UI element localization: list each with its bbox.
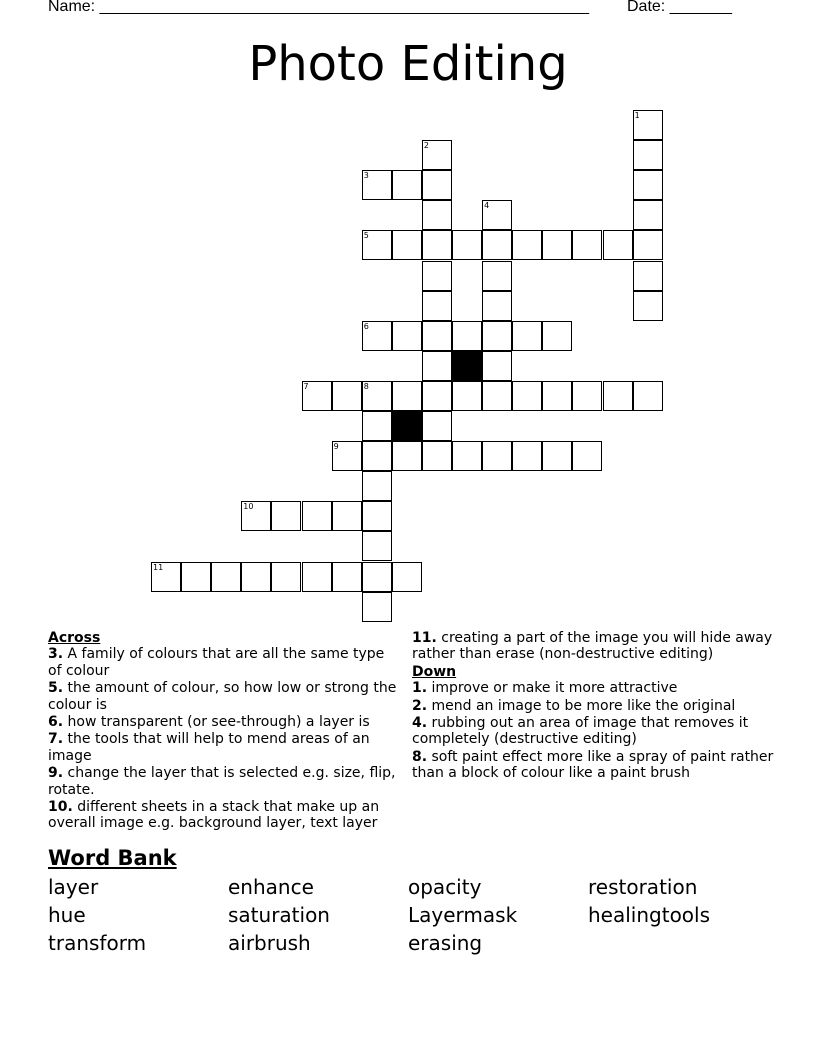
- clue-number: 10: [243, 502, 254, 512]
- word-bank-item: transform: [48, 931, 147, 955]
- grid-cell[interactable]: [362, 531, 392, 561]
- grid-cell[interactable]: [482, 351, 512, 381]
- word-bank-item: opacity: [408, 875, 482, 899]
- grid-cell[interactable]: [362, 411, 392, 441]
- grid-cell[interactable]: [362, 501, 392, 531]
- clue-column-left: [48, 630, 398, 833]
- clue-number: 2: [423, 141, 429, 151]
- grid-cell[interactable]: [332, 562, 362, 592]
- grid-cell[interactable]: [392, 441, 422, 471]
- clue-across-6: 6. how transparent (or see-through) a layer is: [48, 714, 370, 731]
- grid-cell[interactable]: [452, 381, 482, 411]
- grid-cell[interactable]: [362, 562, 392, 592]
- grid-cell[interactable]: [452, 321, 482, 351]
- grid-cell[interactable]: [512, 381, 542, 411]
- grid-cell[interactable]: [302, 562, 332, 592]
- grid-cell[interactable]: [512, 441, 542, 471]
- grid-cell[interactable]: [633, 230, 663, 260]
- grid-cell[interactable]: [633, 261, 663, 291]
- grid-cell[interactable]: [362, 471, 392, 501]
- grid-cell[interactable]: [633, 200, 663, 230]
- clue-across-7: 7. the tools that will help to mend areas of an image: [48, 731, 370, 764]
- grid-cell[interactable]: [572, 381, 602, 411]
- down-heading: Down: [412, 663, 457, 680]
- clue-number: 11: [153, 562, 164, 572]
- grid-cell[interactable]: [482, 230, 512, 260]
- grid-cell[interactable]: [422, 321, 452, 351]
- word-bank-item: Layermask: [408, 903, 518, 927]
- clue-column-right: [412, 630, 782, 783]
- clue-number: 8: [363, 381, 369, 391]
- clue-across-3: 3. A family of colours that are all the same type of colour: [48, 646, 385, 679]
- clue-number: 3: [363, 171, 369, 181]
- word-bank-item: erasing: [408, 931, 483, 955]
- grid-cell[interactable]: [633, 170, 663, 200]
- clue-number: 9: [333, 442, 339, 452]
- grid-cell[interactable]: [422, 411, 452, 441]
- grid-cell[interactable]: [512, 230, 542, 260]
- grid-cell[interactable]: [302, 501, 332, 531]
- clue-down-2: 2. mend an image to be more like the original: [412, 697, 736, 714]
- grid-cell[interactable]: [603, 381, 633, 411]
- grid-cell[interactable]: [241, 562, 271, 592]
- clue-down-1: 1. improve or make it more attractive: [412, 680, 678, 697]
- grid-cell[interactable]: [482, 381, 512, 411]
- grid-cell[interactable]: [362, 592, 392, 622]
- clue-down-8: 8. soft paint effect more like a spray of paint rather than a block of colour like a paint brush: [412, 748, 774, 782]
- grid-cell[interactable]: [633, 381, 663, 411]
- name-field[interactable]: Name: _______________________________________________________: [48, 0, 589, 15]
- grid-cell[interactable]: [392, 230, 422, 260]
- grid-cell[interactable]: [211, 562, 241, 592]
- word-bank-item: layer: [48, 875, 99, 899]
- grid-cell[interactable]: [572, 441, 602, 471]
- grid-cell[interactable]: [392, 562, 422, 592]
- word-bank-item: restoration: [588, 875, 698, 899]
- grid-cell[interactable]: [332, 501, 362, 531]
- grid-cell[interactable]: [542, 381, 572, 411]
- grid-cell[interactable]: [482, 291, 512, 321]
- clue-number: 7: [303, 381, 309, 391]
- grid-cell[interactable]: [482, 261, 512, 291]
- grid-cell[interactable]: [422, 200, 452, 230]
- grid-cell[interactable]: [271, 501, 301, 531]
- grid-cell[interactable]: [332, 381, 362, 411]
- word-bank-title: Word Bank: [48, 846, 177, 870]
- clue-number: 1: [634, 111, 640, 120]
- grid-cell[interactable]: [392, 321, 422, 351]
- grid-cell[interactable]: [422, 170, 452, 200]
- grid-cell[interactable]: [452, 441, 482, 471]
- page-title: Photo Editing: [248, 36, 568, 92]
- grid-cell[interactable]: [422, 230, 452, 260]
- grid-cell[interactable]: [181, 562, 211, 592]
- grid-cell[interactable]: [482, 441, 512, 471]
- clue-across-11: 11. creating a part of the image you will hide away rather than erase (non-destructive editing): [412, 630, 773, 663]
- grid-cell[interactable]: [603, 230, 633, 260]
- grid-cell[interactable]: [422, 441, 452, 471]
- grid-cell[interactable]: [633, 140, 663, 170]
- grid-cell[interactable]: [392, 170, 422, 200]
- word-bank-item: enhance: [228, 875, 314, 899]
- grid-cell[interactable]: [452, 230, 482, 260]
- grid-cell[interactable]: [542, 230, 572, 260]
- clue-number: 5: [363, 231, 369, 241]
- grid-cell[interactable]: [422, 291, 452, 321]
- grid-cell[interactable]: [422, 261, 452, 291]
- clue-number: 4: [484, 201, 490, 211]
- word-bank-item: saturation: [228, 903, 330, 927]
- word-bank-item: hue: [48, 903, 86, 927]
- grid-block: [392, 411, 422, 441]
- grid-cell[interactable]: [542, 321, 572, 351]
- grid-cell[interactable]: [633, 291, 663, 321]
- grid-cell[interactable]: [422, 351, 452, 381]
- clue-across-5: 5. the amount of colour, so how low or strong the colour is: [48, 680, 397, 713]
- clue-across-9: 9. change the layer that is selected e.g. size, flip, rotate.: [48, 765, 396, 798]
- clue-number: 6: [363, 321, 369, 331]
- grid-cell[interactable]: [572, 230, 602, 260]
- grid-cell[interactable]: [482, 321, 512, 351]
- grid-cell[interactable]: [392, 381, 422, 411]
- word-bank-item: healingtools: [588, 903, 711, 927]
- grid-block: [452, 351, 482, 381]
- word-bank-item: airbrush: [228, 931, 311, 955]
- clue-down-4: 4. rubbing out an area of image that removes it completely (destructive editing): [412, 715, 749, 748]
- grid-cell[interactable]: [422, 381, 452, 411]
- grid-cell[interactable]: [271, 562, 301, 592]
- grid-cell[interactable]: [512, 321, 542, 351]
- grid-cell[interactable]: [542, 441, 572, 471]
- grid-cell[interactable]: [362, 441, 392, 471]
- clue-across-10: 10. different sheets in a stack that make up an overall image e.g. background layer, text layer: [48, 799, 380, 832]
- date-field[interactable]: Date: _______: [627, 0, 732, 15]
- across-heading: Across: [48, 630, 101, 646]
